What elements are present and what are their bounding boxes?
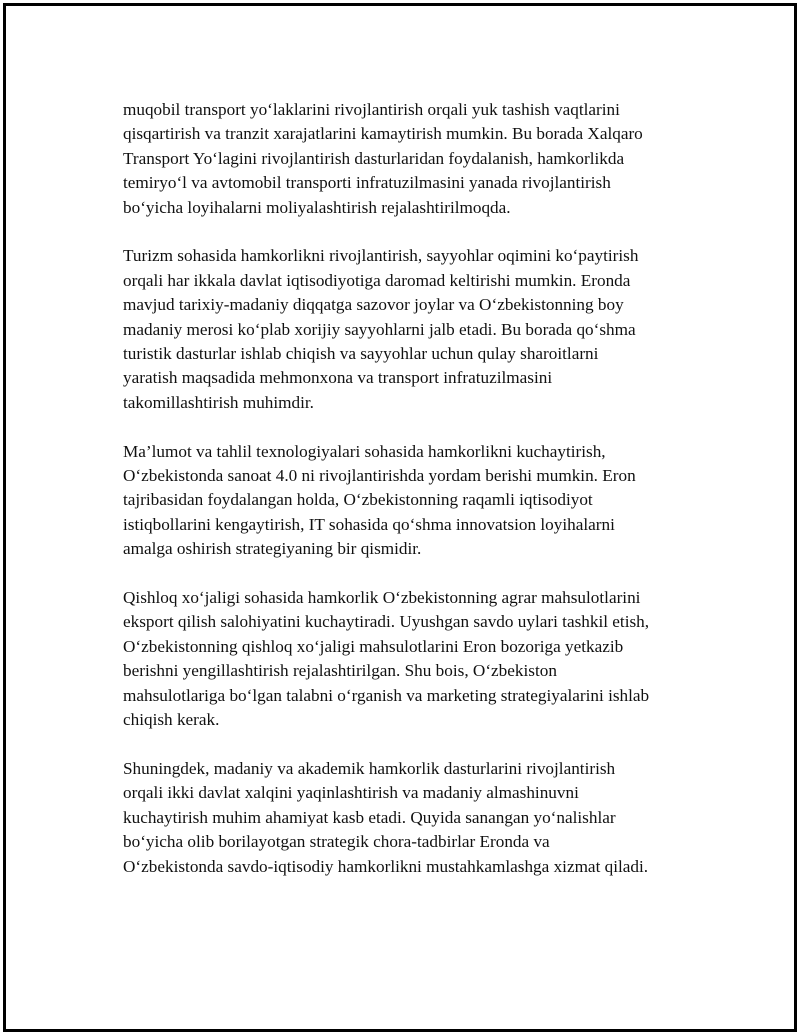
page-frame — [3, 3, 797, 1032]
text-line: mahsulotlariga bo‘lgan talabni o‘rganish va marketing strategiyalarini ishlab — [123, 685, 650, 705]
text-line: O‘zbekistonda savdo-iqtisodiy hamkorlikni mustahkamlashga xizmat qiladi. — [123, 856, 649, 876]
text-line: O‘zbekistonning qishloq xo‘jaligi mahsulotlarini Eron bozoriga yetkazib — [123, 636, 624, 656]
text-line: Turizm sohasida hamkorlikni rivojlantirish, sayyohlar oqimini ko‘paytirish — [123, 246, 639, 266]
text-line: orqali har ikkala davlat iqtisodiyotiga daromad keltirishi mumkin. Eronda — [123, 270, 631, 290]
text-line: takomillashtirish muhimdir. — [123, 392, 314, 412]
text-line: bo‘yicha loyihalarni moliyalashtirish rejalashtirilmoqda. — [123, 197, 511, 217]
text-line: chiqish kerak. — [123, 710, 220, 730]
text-line: temiryo‘l va avtomobil transporti infratuzilmasini yanada rivojlantirish — [123, 173, 611, 193]
text-line: bo‘yicha olib borilayotgan strategik chora-tadbirlar Eronda va — [123, 832, 550, 852]
text-line: tajribasidan foydalangan holda, O‘zbekistonning raqamli iqtisodiyot — [123, 490, 593, 510]
text-line: Transport Yo‘lagini rivojlantirish dasturlaridan foydalanish, hamkorlikda — [123, 148, 625, 168]
document-body — [123, 98, 703, 903]
text-line: berishni yengillashtirish rejalashtirilgan. Shu bois, O‘zbekiston — [123, 661, 557, 681]
text-line: O‘zbekistonda sanoat 4.0 ni rivojlantirishda yordam berishi mumkin. Eron — [123, 466, 636, 486]
text-line: Qishloq xo‘jaligi sohasida hamkorlik O‘zbekistonning agrar mahsulotlarini — [123, 588, 641, 608]
paragraph-tourism — [123, 244, 703, 415]
text-line: qisqartirish va tranzit xarajatlarini kamaytirish mumkin. Bu borada Xalqaro — [123, 124, 643, 144]
text-line: kuchaytirish muhim ahamiyat kasb etadi. Quyida sanangan yo‘nalishlar — [123, 807, 616, 827]
paragraph-culture — [123, 757, 703, 879]
paragraph-it — [123, 440, 703, 562]
text-line: Shuningdek, madaniy va akademik hamkorlik dasturlarini rivojlantirish — [123, 758, 616, 778]
text-line: madaniy merosi ko‘plab xorijiy sayyohlarni jalb etadi. Bu borada qo‘shma — [123, 319, 636, 339]
text-line: istiqbollarini kengaytirish, IT sohasida qo‘shma innovatsion loyihalarni — [123, 514, 615, 534]
text-line: muqobil transport yo‘laklarini rivojlantirish orqali yuk tashish vaqtlarini — [123, 100, 620, 119]
text-line: turistik dasturlar ishlab chiqish va sayyohlar uchun qulay sharoitlarni — [123, 344, 599, 364]
text-line: Ma’lumot va tahlil texnologiyalari sohasida hamkorlikni kuchaytirish, — [123, 441, 606, 461]
text-line: orqali ikki davlat xalqini yaqinlashtirish va madaniy almashinuvni — [123, 783, 579, 803]
paragraph-transport — [123, 98, 703, 220]
text-line: eksport qilish salohiyatini kuchaytiradi. Uyushgan savdo uylari tashkil etish, — [123, 612, 650, 632]
text-line: amalga oshirish strategiyaning bir qismidir. — [123, 539, 422, 559]
paragraph-agriculture — [123, 586, 703, 732]
text-line: mavjud tarixiy-madaniy diqqatga sazovor joylar va O‘zbekistonning boy — [123, 295, 624, 315]
text-line: yaratish maqsadida mehmonxona va transport infratuzilmasini — [123, 368, 553, 388]
